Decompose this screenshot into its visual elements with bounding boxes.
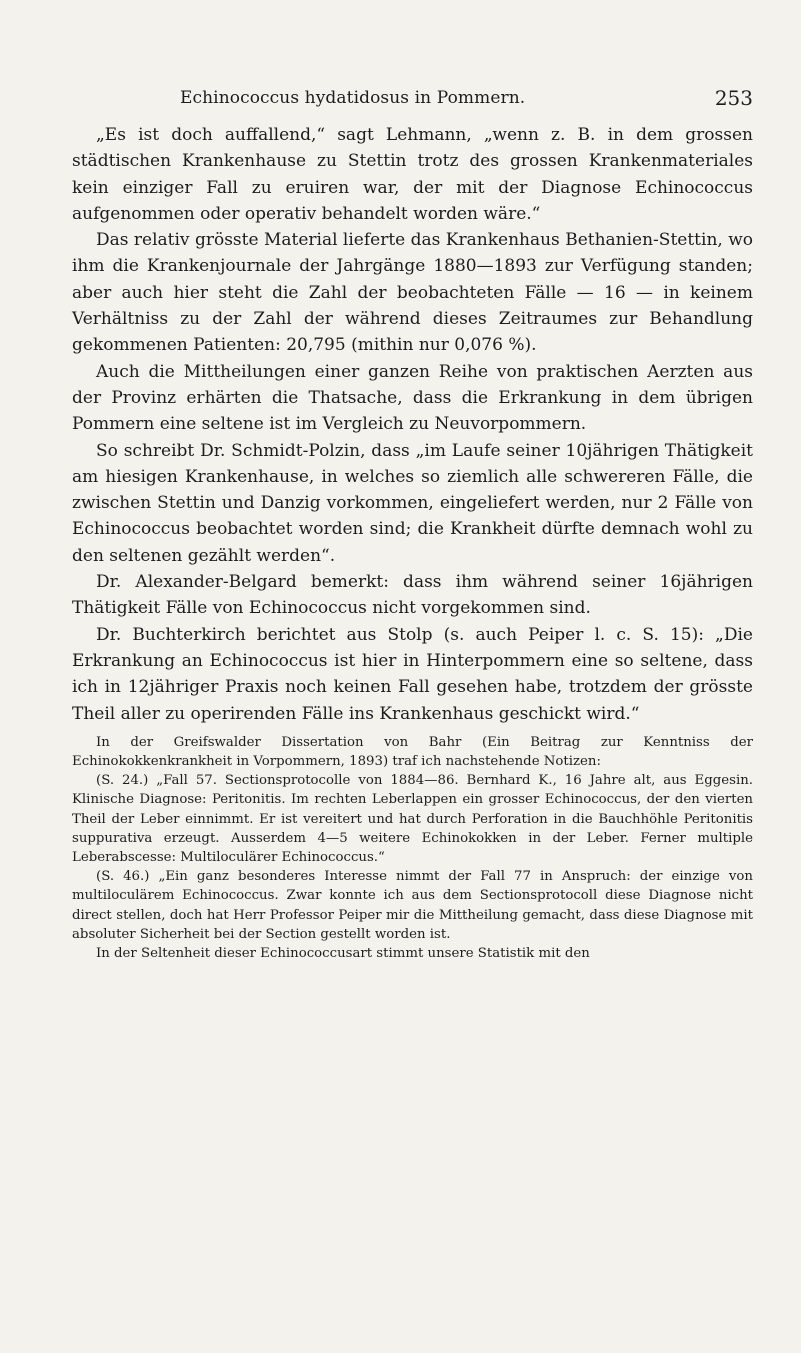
footnote-paragraph: (S. 24.) „Fall 57. Sectionsprotocolle von 1884—86. Bernhard K., 16 Jahre alt, aus Eggesin. Klinische Diagnose: Peritonitis. Im rechten Leberlappen ein grosser Echinococcus, der den vierten Theil der Leber einnimmt. Er ist vereitert und hat durch Perforation in die Bauchhöhle Peritonitis suppurativa erzeugt. Ausserdem 4—5 weitere Echinokokken in der Leber. Ferner multiple Leberabscesse: Multiloculärer Echinococcus.“	[72, 773, 753, 866]
paragraph: Auch die Mittheilungen einer ganzen Reihe von praktischen Aerzten aus der Provinz erhärten die Thatsache, dass die Erkrankung in dem übrigen Pommern eine seltene ist im Vergleich zu Neuvorpommern.	[72, 361, 753, 435]
running-title: Echinococcus hydatidosus in Pommern.	[180, 88, 526, 108]
paragraph: Das relativ grösste Material lieferte das Krankenhaus Bethanien-Stettin, wo ihm die Krankenjournale der Jahrgänge 1880—1893 zur Verfügung standen; aber auch hier steht die Zahl der beobachteten Fälle — 16 — in keinem Verhältniss zu der Zahl der während dieses Zeitraumes zur Behandlung gekommenen Patienten: 20,795 (mithin nur 0,076 %).	[72, 230, 753, 356]
paragraph: „Es ist doch auffallend,“ sagt Lehmann, „wenn z. B. in dem grossen städtischen Krankenhause zu Stettin trotz des grossen Krankenmateriales kein einziger Fall zu eruiren war, der mit der Diagnose Echinococcus aufgenommen oder operativ behandelt worden wäre.“	[72, 125, 753, 224]
footnote-block	[72, 733, 753, 963]
page-number: 253	[714, 86, 753, 110]
page-header	[72, 88, 753, 122]
paragraph: Dr. Alexander-Belgard bemerkt: dass ihm während seiner 16jährigen Thätigkeit Fälle von Echinococcus nicht vorgekommen sind.	[72, 572, 753, 619]
footnote-paragraph: (S. 46.) „Ein ganz besonderes Interesse nimmt der Fall 77 in Anspruch: der einzige von multiloculärem Echinococcus. Zwar konnte ich aus dem Sectionsprotocoll diese Diagnose nicht direct stellen, doch hat Herr Professor Peiper mir die Mittheilung gemacht, dass diese Diagnose mit absoluter Sicherheit bei der Section gestellt worden ist.	[72, 869, 753, 942]
footnote-paragraph: In der Seltenheit dieser Echinococcusart stimmt unsere Statistik mit den	[96, 946, 590, 962]
paragraph: Dr. Buchterkirch berichtet aus Stolp (s. auch Peiper l. c. S. 15): „Die Erkrankung an Echinococcus ist hier in Hinterpommern eine so seltene, dass ich in 12jähriger Praxis noch keinen Fall gesehen habe, trotzdem der grösste Theil aller zu operirenden Fälle ins Krankenhaus geschickt wird.“	[72, 624, 753, 724]
footnote-paragraph: In der Greifswalder Dissertation von Bahr (Ein Beitrag zur Kenntniss der Echinokokkenkrankheit in Vorpommern, 1893) traf ich nachstehende Notizen:	[72, 734, 753, 770]
body-text	[72, 122, 753, 727]
paragraph: So schreibt Dr. Schmidt-Polzin, dass „im Laufe seiner 10jährigen Thätigkeit am hiesigen Krankenhause, in welches so ziemlich alle schwereren Fälle, die zwischen Stettin und Danzig vorkommen, eingeliefert werden, nur 2 Fälle von Echinococcus beobachtet worden sind; die Krankheit dürfte demnach wohl zu den seltenen gezählt werden“.	[72, 440, 753, 566]
